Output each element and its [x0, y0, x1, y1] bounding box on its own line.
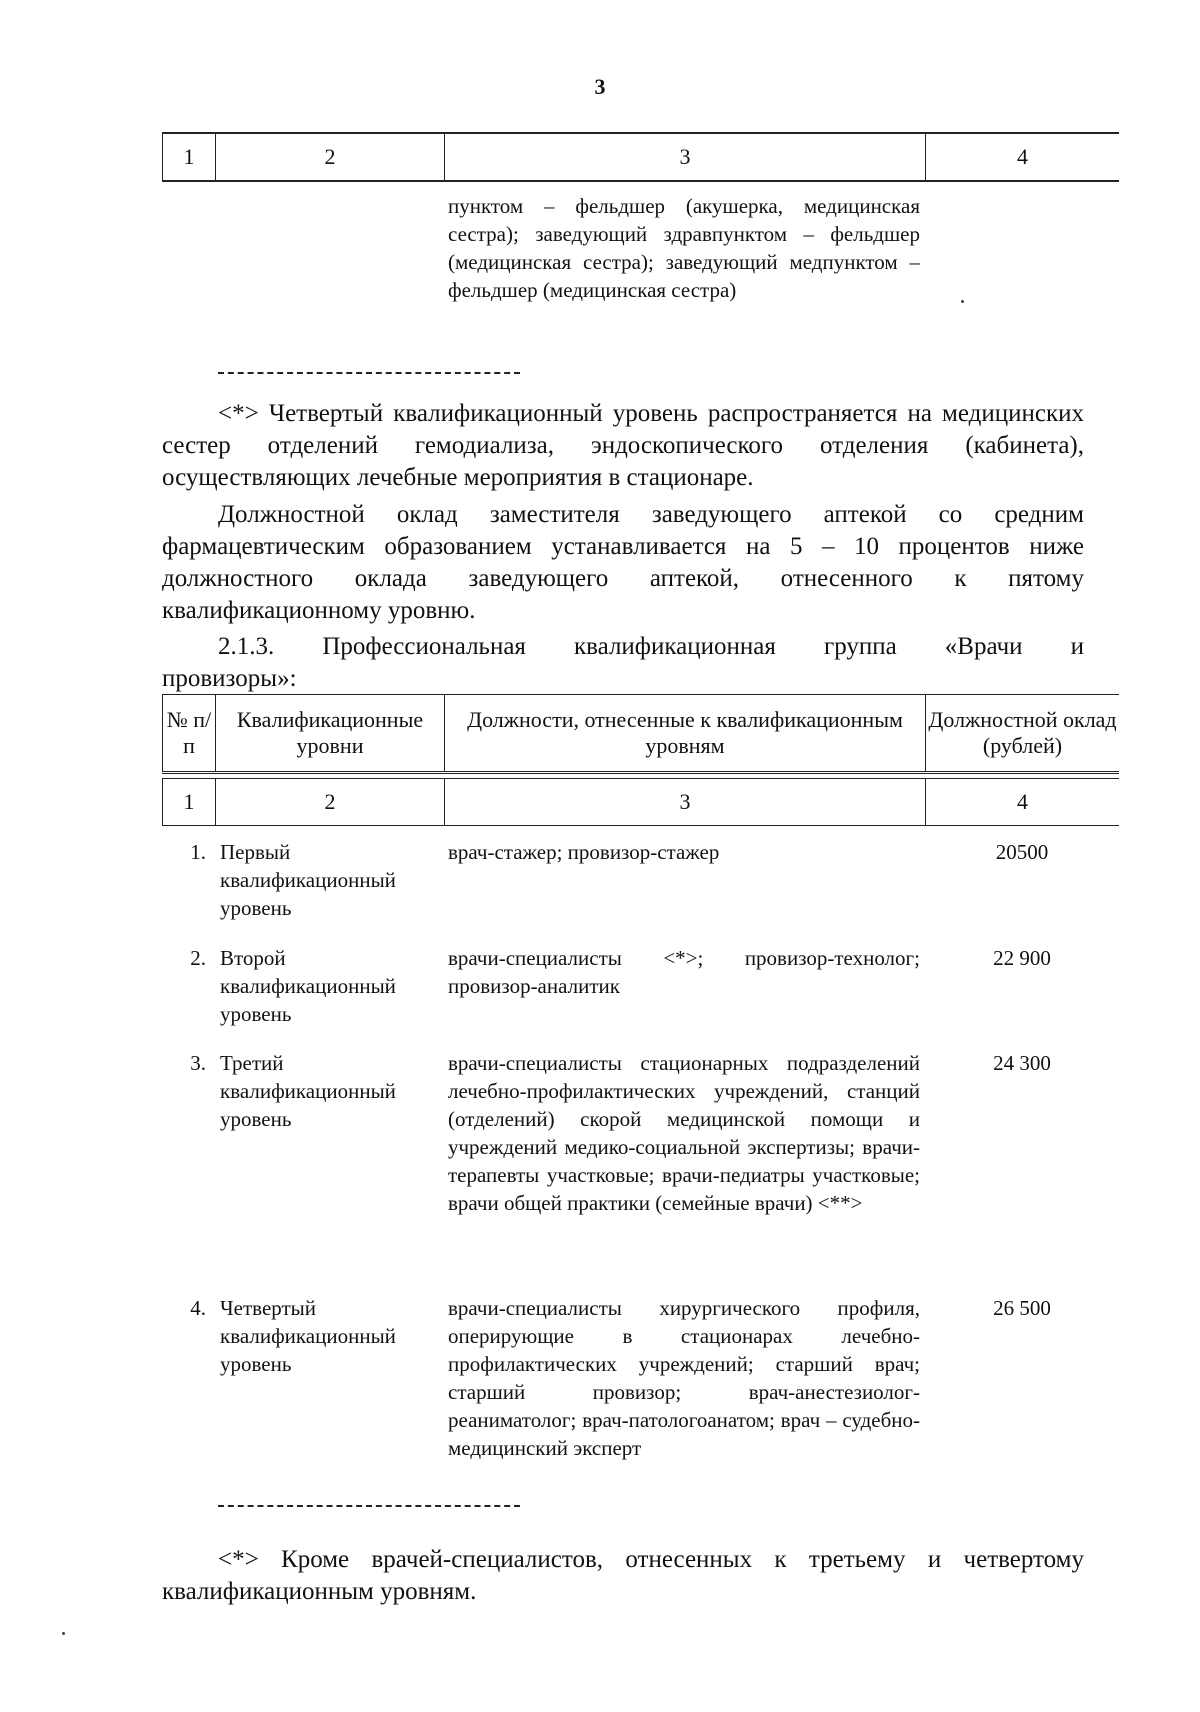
- row-level: Первый квалификационный уровень: [220, 840, 396, 920]
- row-salary: 26 500: [993, 1296, 1051, 1320]
- column-number-4: 4: [1017, 144, 1028, 169]
- row-positions: врач-стажер; провизор-стажер: [448, 840, 720, 864]
- scan-speck: [961, 300, 964, 303]
- row-positions: врачи-специалисты стационарных подразделений лечебно-профилактических учреждений, станций (отделений) скорой медицинской помощи и учреждений медико-социальной экспертизы; врачи-терапевты участковые; врачи-педиатры участковые; врачи общей практики (семейные врачи) <**>: [448, 1051, 920, 1215]
- column-number-1: 1: [162, 134, 216, 180]
- row-level: Четвертый квалификационный уровень: [220, 1296, 396, 1376]
- paragraph-deputy-pharmacy: Должностной оклад заместителя заведующего аптекой со средним фармацевтическим образованием устанавливается на 5 – 10 процентов ниже должностного оклада заведующего аптекой, отнесенного к пятому квалификационному уровню.: [162, 501, 1084, 624]
- header-positions: Должности, отнесенные к квалификационным уровням: [445, 695, 926, 771]
- row-number: 4.: [190, 1296, 206, 1320]
- column-number-2: 2: [216, 134, 445, 180]
- column-number-1: 1: [162, 779, 216, 825]
- column-number-3: 3: [445, 134, 926, 180]
- row-salary: 22 900: [993, 946, 1051, 970]
- footnote-separator: [218, 1505, 520, 1507]
- header-number: № п/п: [162, 695, 216, 771]
- column-number-2: 2: [216, 779, 445, 825]
- continuation-cell-text: пунктом – фельдшер (акушерка, медицинская сестра); заведующий здравпунктом – фельдшер (медицинская сестра); заведующий медпунктом – фельдшер (медицинская сестра): [448, 194, 920, 302]
- row-number: 3.: [190, 1051, 206, 1075]
- column-number-3: 3: [445, 779, 926, 825]
- table-column-numbers: [162, 778, 1119, 826]
- section-title: 2.1.3. Профессиональная квалификационная группа «Врачи и: [218, 633, 1084, 660]
- footnote-specialists: <*> Кроме врачей-специалистов, отнесенных к третьему и четвертому квалификационным уровням.: [162, 1546, 1084, 1605]
- page-number: 3: [594, 74, 606, 99]
- footnote-separator: [218, 372, 520, 374]
- row-number: 1.: [190, 840, 206, 864]
- row-positions: врачи-специалисты хирургического профиля, оперирующие в стационарах лечебно-профилактических учреждений; старший врач; старший провизор; врач-анестезиолог-реаниматолог; врач-патологоанатом; врач – судебно-медицинский эксперт: [448, 1296, 920, 1460]
- scan-speck: [62, 1632, 65, 1635]
- section-title-continued: провизоры»:: [162, 665, 297, 692]
- footnote-fourth-level: <*> Четвертый квалификационный уровень распространяется на медицинских сестер отделений гемодиализа, эндоскопического отделения (кабинета), осуществляющих лечебные мероприятия в стационаре.: [162, 400, 1084, 491]
- row-salary: 24 300: [993, 1051, 1051, 1075]
- row-level: Третий квалификационный уровень: [220, 1051, 396, 1131]
- table-header: [162, 694, 1119, 774]
- row-salary: 20500: [995, 840, 1049, 864]
- table-continuation-header: [162, 132, 1119, 182]
- header-salary: Должностной оклад (рублей): [928, 707, 1117, 758]
- row-level: Второй квалификационный уровень: [220, 946, 396, 1026]
- row-positions: врачи-специалисты <*>; провизор-технолог; провизор-аналитик: [448, 946, 920, 998]
- header-levels: Квалификационные уровни: [216, 695, 445, 771]
- row-number: 2.: [190, 946, 206, 970]
- column-number-4: 4: [1017, 789, 1028, 814]
